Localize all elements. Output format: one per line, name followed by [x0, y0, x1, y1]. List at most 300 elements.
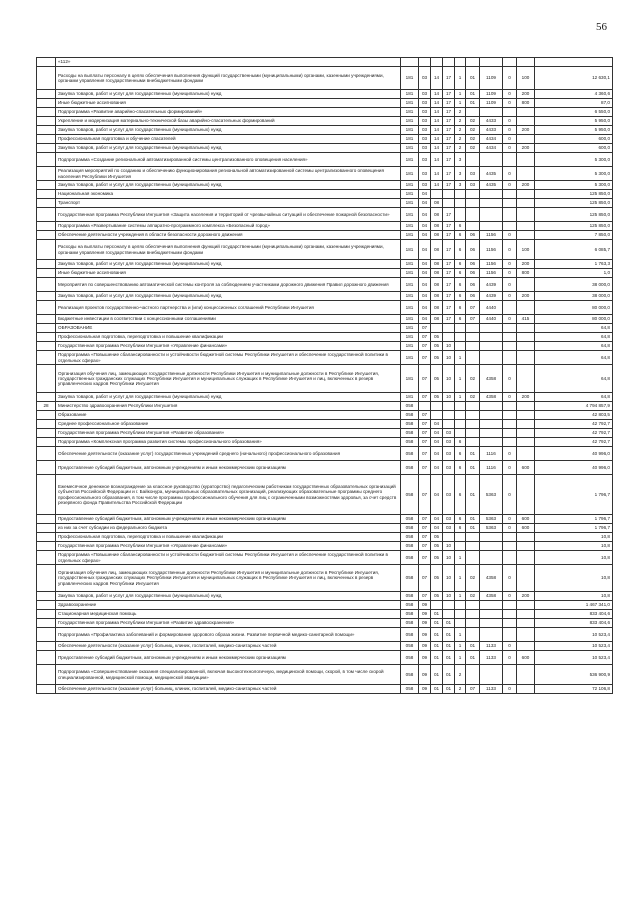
code-ministry: 181: [401, 117, 419, 126]
table-row: [37, 610, 613, 619]
code-ministry: 058: [401, 592, 419, 601]
code-expense: [480, 411, 503, 420]
row-number: [37, 67, 56, 90]
table-row: [37, 592, 613, 601]
code-expense-ext: 0: [503, 269, 517, 278]
row-amount: 4 360,6: [535, 90, 613, 99]
row-amount: 1 796,7: [535, 475, 613, 515]
code-subsection: 04: [431, 524, 443, 533]
code-expense-ext: [503, 411, 517, 420]
code-section: 07: [419, 324, 431, 333]
code-expense-ext: 0: [503, 144, 517, 153]
row-name: Подпрограмма «Повышение сбалансированности и устойчивости бюджетной системы Республики Ингушетия и обеспечение государственной политики в отдельных сферах»: [56, 551, 401, 565]
code-ministry: 181: [401, 99, 419, 108]
row-amount: 5 300,0: [535, 181, 613, 190]
row-name: Предоставление субсидий бюджетным, автономным учреждениям и иным некоммерческим организациям: [56, 461, 401, 475]
row-name: Иные бюджетные ассигнования: [56, 269, 401, 278]
code-subprogram: [455, 342, 466, 351]
code-section: 09: [419, 601, 431, 610]
code-subsection: 14: [431, 90, 443, 99]
code-expense: 1156: [480, 231, 503, 240]
code-program: 01: [443, 619, 455, 628]
row-amount: 42 792,7: [535, 420, 613, 429]
code-subsection: 05: [431, 342, 443, 351]
code-program: 03: [443, 475, 455, 515]
row-amount: 38 000,0: [535, 278, 613, 292]
code-subprogram: [455, 420, 466, 429]
code-ministry: 181: [401, 301, 419, 315]
code-section: 03: [419, 90, 431, 99]
code-subprogram: 1: [455, 551, 466, 565]
code-expense-ext: [503, 153, 517, 167]
code-ministry: 058: [401, 610, 419, 619]
code-section: 07: [419, 365, 431, 393]
code-program: 01: [443, 665, 455, 685]
code-subprogram: 6: [455, 260, 466, 269]
row-name: Укрепление и модернизация материально-технической базы аварийно-спасательных формирований: [56, 117, 401, 126]
code-subprogram: [455, 533, 466, 542]
row-number: [37, 181, 56, 190]
row-amount: 5 950,0: [535, 117, 613, 126]
code-ministry: 058: [401, 628, 419, 642]
code-expense: 4440: [480, 301, 503, 315]
code-program: [443, 610, 455, 619]
code-expense: [480, 402, 503, 411]
code-subprogram: 6: [455, 475, 466, 515]
code-program: 17: [443, 315, 455, 324]
code-type: 100: [517, 240, 535, 260]
code-section: 03: [419, 167, 431, 181]
row-number: [37, 167, 56, 181]
code-expense: 1133: [480, 651, 503, 665]
row-amount: 536 900,9: [535, 665, 613, 685]
code-type: [517, 351, 535, 365]
row-number: [37, 601, 56, 610]
code-subsection: 14: [431, 108, 443, 117]
code-direction: 02: [466, 592, 480, 601]
row-name: Мероприятия по совершенствованию автоматической системы контроля за соблюдением участниками дорожного движения Правил дорожного движения: [56, 278, 401, 292]
code-expense: [480, 628, 503, 642]
code-program: 01: [443, 642, 455, 651]
code-expense-ext: [503, 190, 517, 199]
code-subprogram: 6: [455, 447, 466, 461]
code-program: [443, 324, 455, 333]
code-program: [443, 333, 455, 342]
code-direction: 02: [466, 565, 480, 592]
code-expense: [480, 665, 503, 685]
code-expense-ext: [503, 551, 517, 565]
table-row: [37, 126, 613, 135]
row-amount: 64,8: [535, 393, 613, 402]
row-number: [37, 565, 56, 592]
code-expense: [480, 542, 503, 551]
code-ministry: 181: [401, 231, 419, 240]
code-ministry: 058: [401, 524, 419, 533]
code-direction: 02: [466, 126, 480, 135]
code-expense-ext: [503, 301, 517, 315]
code-expense-ext: 0: [503, 461, 517, 475]
row-number: [37, 99, 56, 108]
row-number: [37, 685, 56, 694]
code-subprogram: 1: [455, 90, 466, 99]
row-number: [37, 628, 56, 642]
code-subprogram: 2: [455, 108, 466, 117]
code-type: 200: [517, 144, 535, 153]
code-subsection: 04: [431, 461, 443, 475]
code-subprogram: 2: [455, 117, 466, 126]
table-row: [37, 222, 613, 231]
row-amount: 87,0: [535, 99, 613, 108]
row-number: [37, 269, 56, 278]
row-name: Профессиональная подготовка, переподготовка и повышение квалификации: [56, 533, 401, 542]
code-type: [517, 278, 535, 292]
table-row: [37, 240, 613, 260]
code-type: 200: [517, 292, 535, 301]
code-direction: 06: [466, 292, 480, 301]
code-section: 07: [419, 551, 431, 565]
code-subprogram: [455, 333, 466, 342]
code-subprogram: [455, 610, 466, 619]
code-type: [517, 190, 535, 199]
row-amount: 10,8: [535, 592, 613, 601]
row-number: [37, 126, 56, 135]
code-expense-ext: [503, 324, 517, 333]
code-type: [517, 108, 535, 117]
code-expense-ext: 0: [503, 167, 517, 181]
code-ministry: 058: [401, 420, 419, 429]
code-ministry: 181: [401, 333, 419, 342]
table-row: [37, 351, 613, 365]
code-section: 04: [419, 301, 431, 315]
code-type: 600: [517, 524, 535, 533]
code-subsection: [431, 190, 443, 199]
table-row: [37, 324, 613, 333]
code-subprogram: 1: [455, 365, 466, 393]
row-name: Подпрограмма «Развертывание системы аппаратно-программного комплекса «Безопасный город»: [56, 222, 401, 231]
code-type: [517, 619, 535, 628]
code-ministry: 058: [401, 515, 419, 524]
code-section: 07: [419, 429, 431, 438]
code-subprogram: 6: [455, 292, 466, 301]
row-name: Подпрограмма «Повышение сбалансированности и устойчивости бюджетной системы Республики Ингушетия и обеспечение государственной политики в отдельных сферах»: [56, 351, 401, 365]
table-row: [37, 260, 613, 269]
row-amount: 42 792,7: [535, 429, 613, 438]
code-expense: 4358: [480, 565, 503, 592]
code-expense-ext: [503, 601, 517, 610]
table-row: [37, 58, 613, 67]
code-section: 09: [419, 651, 431, 665]
code-section: 04: [419, 208, 431, 222]
code-section: 09: [419, 628, 431, 642]
code-type: [517, 685, 535, 694]
code-program: 17: [443, 240, 455, 260]
code-expense-ext: [503, 351, 517, 365]
code-section: 04: [419, 260, 431, 269]
code-ministry: 058: [401, 619, 419, 628]
code-expense: [480, 222, 503, 231]
row-name: Государственная программа Республики Ингушетия «Развитие образования»: [56, 429, 401, 438]
code-program: [443, 199, 455, 208]
code-expense: [480, 601, 503, 610]
code-direction: [466, 108, 480, 117]
code-expense-ext: 0: [503, 565, 517, 592]
budget-table: [36, 57, 613, 694]
code-section: 07: [419, 592, 431, 601]
row-amount: 40 996,0: [535, 447, 613, 461]
code-section: 03: [419, 117, 431, 126]
row-amount: 5 300,0: [535, 167, 613, 181]
code-type: [517, 665, 535, 685]
code-subsection: 01: [431, 619, 443, 628]
table-row: [37, 365, 613, 393]
table-row: [37, 411, 613, 420]
row-name: Расходы на выплаты персоналу в целях обеспечения выполнения функций государственными (муниципальными) органами, казенными учреждениями, органами управления государственными внебюджетными фондами: [56, 67, 401, 90]
code-ministry: 181: [401, 153, 419, 167]
code-expense: 5363: [480, 524, 503, 533]
code-subsection: 08: [431, 240, 443, 260]
code-subprogram: 2: [455, 685, 466, 694]
table-row: [37, 167, 613, 181]
code-direction: 01: [466, 651, 480, 665]
code-subsection: 05: [431, 333, 443, 342]
code-section: 03: [419, 67, 431, 90]
code-ministry: 058: [401, 565, 419, 592]
code-subprogram: 6: [455, 269, 466, 278]
code-subsection: 01: [431, 642, 443, 651]
code-program: 17: [443, 99, 455, 108]
row-amount: 1 467 341,0: [535, 601, 613, 610]
row-name: Обеспечение деятельности учреждения в области безопасности дорожного движения: [56, 231, 401, 240]
code-type: 200: [517, 181, 535, 190]
code-subprogram: [455, 411, 466, 420]
code-subprogram: 6: [455, 222, 466, 231]
row-amount: 64,8: [535, 324, 613, 333]
code-direction: 06: [466, 240, 480, 260]
code-section: 07: [419, 515, 431, 524]
code-expense: 5363: [480, 515, 503, 524]
code-subsection: 08: [431, 292, 443, 301]
row-amount: 10 523,4: [535, 651, 613, 665]
row-number: [37, 665, 56, 685]
code-expense: 4433: [480, 117, 503, 126]
code-subsection: [431, 601, 443, 610]
code-expense: 1116: [480, 447, 503, 461]
code-expense: [480, 429, 503, 438]
row-amount: 64,8: [535, 351, 613, 365]
code-ministry: 058: [401, 642, 419, 651]
row-number: [37, 144, 56, 153]
code-subsection: 01: [431, 610, 443, 619]
code-expense-ext: 0: [503, 292, 517, 301]
code-direction: 03: [466, 181, 480, 190]
code-type: 200: [517, 260, 535, 269]
row-number: [37, 190, 56, 199]
code-section: 04: [419, 278, 431, 292]
code-type: 200: [517, 592, 535, 601]
code-subsection: 04: [431, 515, 443, 524]
code-direction: [466, 438, 480, 447]
code-section: 07: [419, 565, 431, 592]
code-section: 03: [419, 153, 431, 167]
code-subsection: 01: [431, 651, 443, 665]
code-type: 600: [517, 461, 535, 475]
row-name: Профессиональная подготовка, переподготовка и повышение квалификации: [56, 333, 401, 342]
code-expense: [480, 208, 503, 222]
table-row: [37, 208, 613, 222]
row-amount: 64,8: [535, 333, 613, 342]
table-row: [37, 135, 613, 144]
code-subsection: 08: [431, 315, 443, 324]
row-number: [37, 117, 56, 126]
code-section: 07: [419, 420, 431, 429]
code-subprogram: 2: [455, 144, 466, 153]
code-expense: 1156: [480, 240, 503, 260]
code-ministry: 181: [401, 269, 419, 278]
code-type: [517, 402, 535, 411]
row-amount: 64,8: [535, 365, 613, 393]
code-ministry: 058: [401, 411, 419, 420]
code-program: 10: [443, 351, 455, 365]
code-ministry: 181: [401, 126, 419, 135]
code-subprogram: 2: [455, 126, 466, 135]
row-number: [37, 524, 56, 533]
code-subsection: 05: [431, 533, 443, 542]
row-name: Расходы на выплаты персоналу в целях обеспечения выполнения функций государственными (муниципальными) органами, казенными учреждениями, органами управления государственными внебюджетными фондами: [56, 240, 401, 260]
code-direction: [466, 190, 480, 199]
code-subsection: 08: [431, 222, 443, 231]
code-subsection: 08: [431, 231, 443, 240]
row-amount: 5 950,0: [535, 126, 613, 135]
row-name: Национальная экономика: [56, 190, 401, 199]
code-subprogram: 6: [455, 461, 466, 475]
code-expense-ext: [503, 222, 517, 231]
code-subsection: 04: [431, 438, 443, 447]
row-amount: 42 803,5: [535, 411, 613, 420]
code-section: 07: [419, 351, 431, 365]
code-expense-ext: [503, 610, 517, 619]
code-subprogram: [455, 601, 466, 610]
row-number: [37, 208, 56, 222]
row-name: Закупка товаров, работ и услуг для государственных (муниципальных) нужд: [56, 144, 401, 153]
row-name: Государственная программа Республики Ингушетия «Управление финансами»: [56, 542, 401, 551]
code-direction: [466, 628, 480, 642]
code-subsection: 14: [431, 144, 443, 153]
code-ministry: 181: [401, 108, 419, 117]
code-expense-ext: [503, 108, 517, 117]
code-direction: 02: [466, 135, 480, 144]
code-expense: 4433: [480, 126, 503, 135]
code-section: [419, 402, 431, 411]
code-expense-ext: 0: [503, 685, 517, 694]
code-direction: [466, 153, 480, 167]
code-ministry: 058: [401, 447, 419, 461]
row-amount: 125 850,0: [535, 208, 613, 222]
table-row: [37, 438, 613, 447]
row-name: Подпрограмма «Развитие аварийно-спасательных формирований»: [56, 108, 401, 117]
code-subsection: 05: [431, 393, 443, 402]
code-ministry: [401, 58, 419, 67]
code-type: [517, 58, 535, 67]
code-program: 01: [443, 628, 455, 642]
row-amount: 125 850,0: [535, 199, 613, 208]
code-type: [517, 208, 535, 222]
code-subprogram: 3: [455, 181, 466, 190]
code-subsection: 04: [431, 429, 443, 438]
code-section: 03: [419, 181, 431, 190]
code-section: 03: [419, 144, 431, 153]
row-amount: 4 794 857,9: [535, 402, 613, 411]
code-ministry: 058: [401, 533, 419, 542]
code-expense-ext: [503, 208, 517, 222]
row-name: Организация обучения лиц, замещающих государственные должности Республики Ингушетия и муниципальные должности в Республике Ингушетия, государственных гражданских служащих Республики Ингушетия и муниципальных служащих в Республике Ингушетия и лиц, включенных в резерв управленческих кадров Республики Ингушетия: [56, 565, 401, 592]
row-number: [37, 301, 56, 315]
code-section: 07: [419, 461, 431, 475]
table-row: [37, 420, 613, 429]
row-amount: 6 085,7: [535, 240, 613, 260]
code-section: 04: [419, 292, 431, 301]
code-section: 04: [419, 315, 431, 324]
code-ministry: 181: [401, 167, 419, 181]
code-type: [517, 324, 535, 333]
row-name: Государственная программа Республики Ингушетия «Управление финансами»: [56, 342, 401, 351]
code-section: 04: [419, 199, 431, 208]
code-subsection: [431, 324, 443, 333]
code-direction: 01: [466, 461, 480, 475]
code-direction: 01: [466, 99, 480, 108]
code-section: 07: [419, 333, 431, 342]
code-expense: 1133: [480, 685, 503, 694]
table-row: [37, 278, 613, 292]
code-ministry: 181: [401, 135, 419, 144]
code-program: 17: [443, 144, 455, 153]
code-direction: 07: [466, 315, 480, 324]
code-program: 17: [443, 90, 455, 99]
code-direction: 01: [466, 515, 480, 524]
table-row: [37, 628, 613, 642]
code-subprogram: [455, 190, 466, 199]
code-section: 03: [419, 126, 431, 135]
table-row: [37, 67, 613, 90]
code-program: 17: [443, 278, 455, 292]
code-section: [419, 58, 431, 67]
code-expense-ext: [503, 58, 517, 67]
row-number: [37, 533, 56, 542]
code-section: 04: [419, 190, 431, 199]
code-expense-ext: [503, 533, 517, 542]
code-subprogram: 6: [455, 278, 466, 292]
code-subprogram: 6: [455, 231, 466, 240]
code-direction: [466, 551, 480, 565]
code-section: 04: [419, 269, 431, 278]
code-expense-ext: 0: [503, 515, 517, 524]
row-number: [37, 240, 56, 260]
code-direction: 07: [466, 301, 480, 315]
code-program: 10: [443, 592, 455, 601]
code-direction: [466, 333, 480, 342]
code-expense: 4439: [480, 292, 503, 301]
code-expense-ext: 0: [503, 126, 517, 135]
row-name: Закупка товаров, работ и услуг для государственных (муниципальных) нужд: [56, 292, 401, 301]
row-amount: 10,8: [535, 533, 613, 542]
code-expense: 4440: [480, 315, 503, 324]
table-row: [37, 153, 613, 167]
code-expense-ext: 0: [503, 231, 517, 240]
code-expense: 1109: [480, 67, 503, 90]
code-expense: [480, 351, 503, 365]
row-number: [37, 90, 56, 99]
code-type: [517, 475, 535, 515]
code-direction: [466, 402, 480, 411]
